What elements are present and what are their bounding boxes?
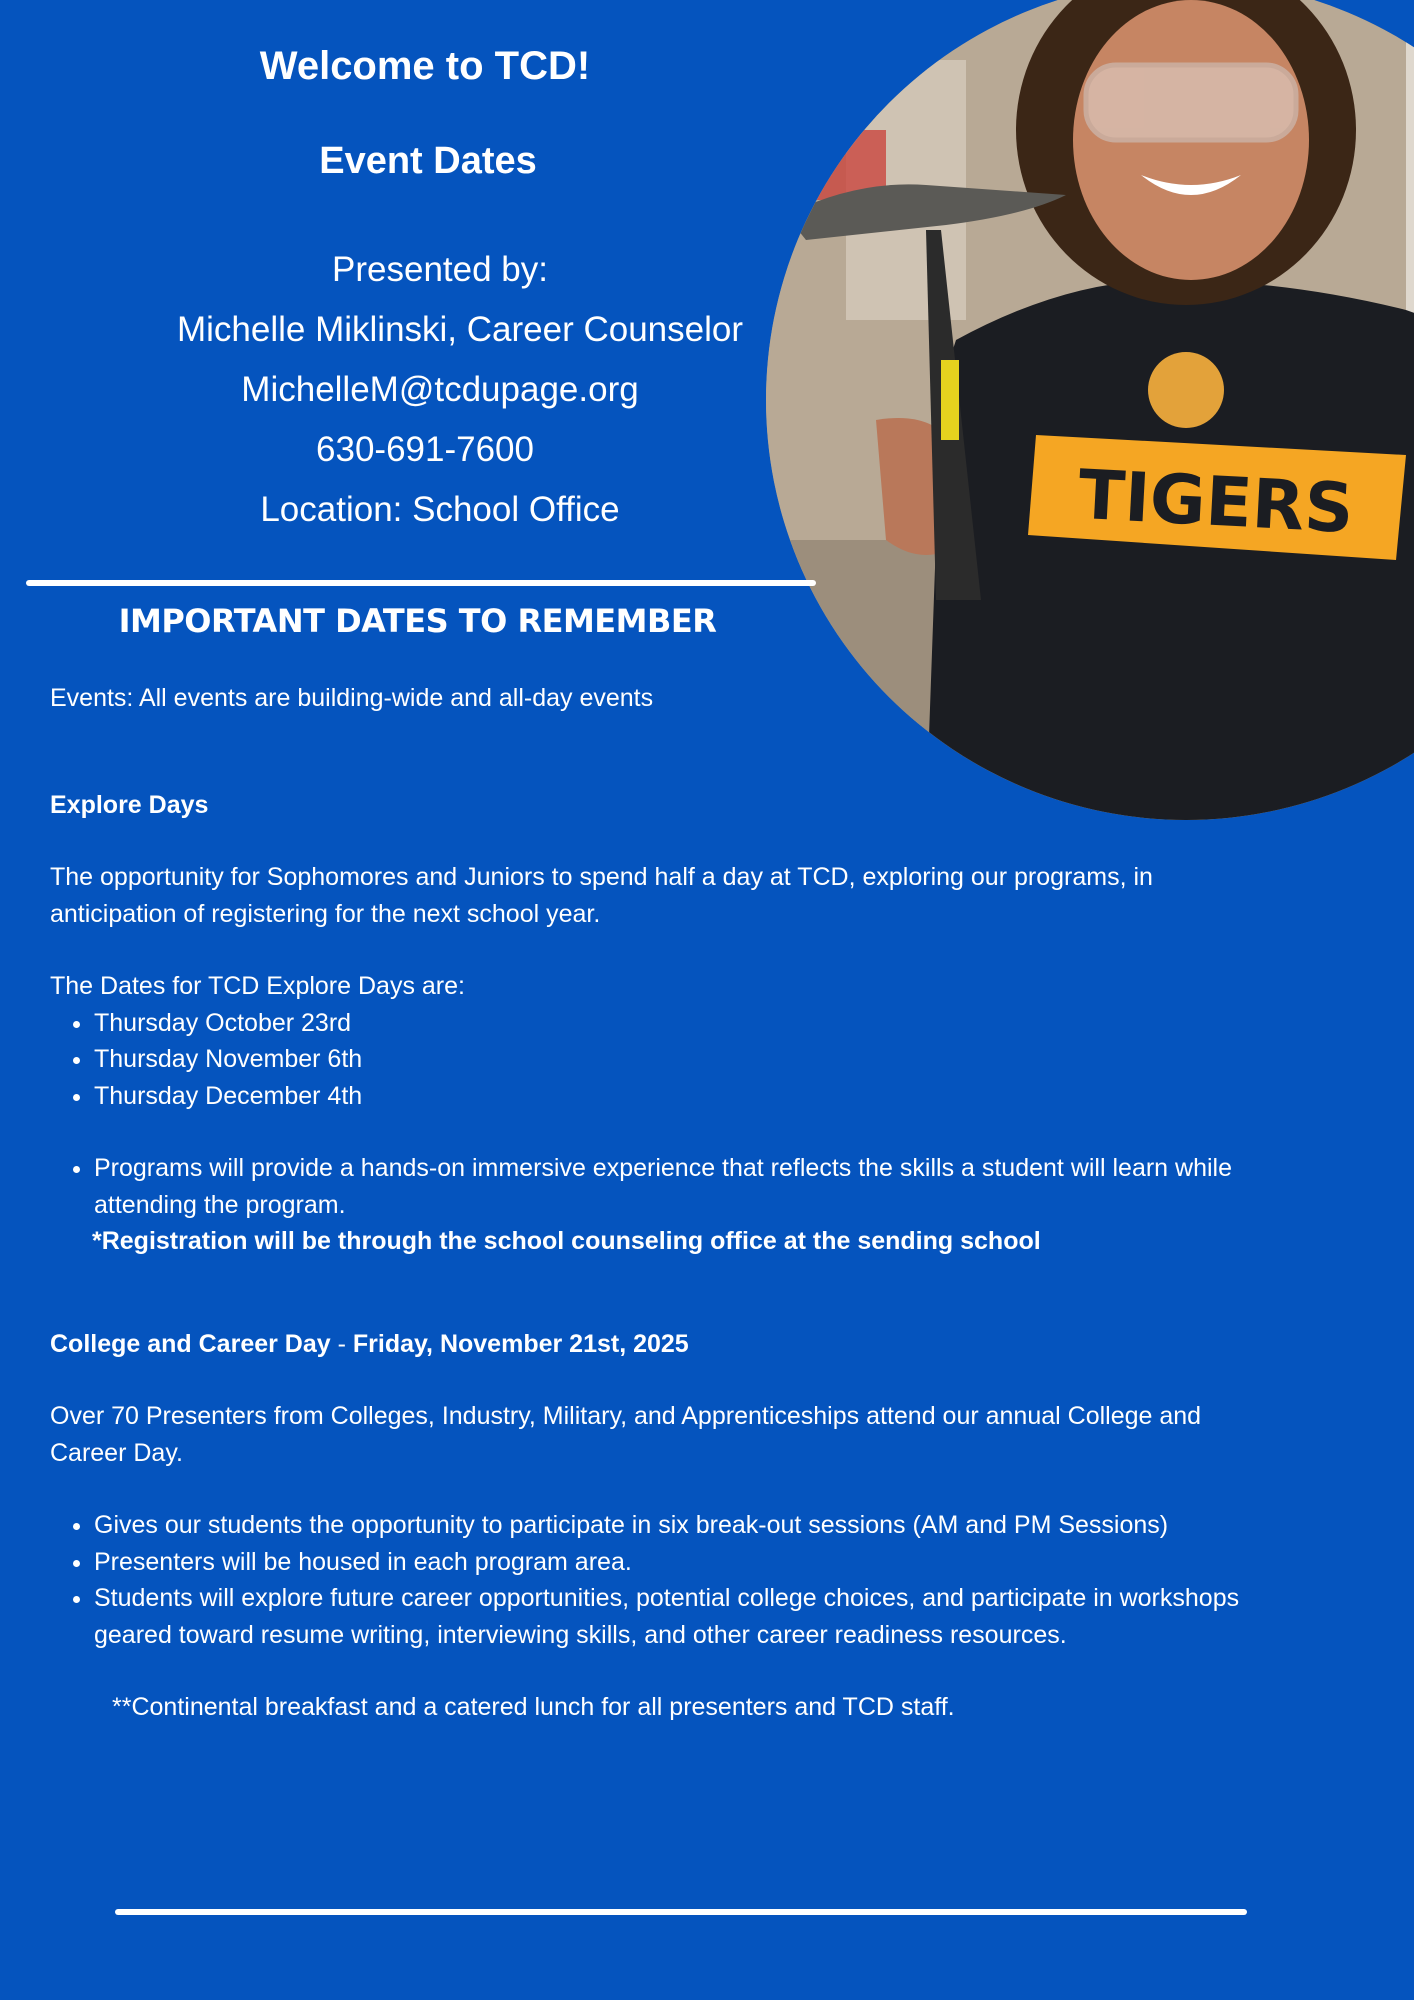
college-career-date: Friday, November 21st, 2025 bbox=[352, 1329, 689, 1358]
presenter-phone: 630-691-7600 bbox=[316, 430, 534, 469]
divider-top bbox=[26, 580, 816, 586]
college-career-title: College and Career Day bbox=[50, 1329, 331, 1358]
list-item: • Thursday October 23rd bbox=[94, 1005, 1280, 1042]
shirt-text: TIGERS bbox=[1076, 455, 1356, 550]
college-career-heading bbox=[50, 1326, 1280, 1363]
presented-by-label: Presented by: bbox=[332, 250, 548, 289]
college-career-separator: - bbox=[330, 1329, 353, 1358]
list-item: • Students will explore future career opportunities, potential college choices, and participate in workshops geared toward resume writing, interviewing skills, and other career readiness resources. bbox=[94, 1580, 1280, 1653]
list-item: • Presenters will be housed in each program area. bbox=[94, 1544, 1280, 1581]
location-text: Location: School Office bbox=[260, 490, 620, 529]
events-note: Events: All events are building-wide and all-day events bbox=[50, 684, 654, 712]
divider-bottom bbox=[115, 1909, 1247, 1915]
explore-days-description: The opportunity for Sophomores and Juniors to spend half a day at TCD, exploring our programs, in anticipation of registering for the next school year. bbox=[50, 863, 1153, 928]
program-note: • Programs will provide a hands-on immersive experience that reflects the skills a student will learn while attending the program. bbox=[94, 1150, 1280, 1223]
section-title: IMPORTANT DATES TO REMEMBER bbox=[118, 602, 717, 640]
welcome-heading: Welcome to TCD! bbox=[259, 44, 591, 88]
presenter-email: MichelleM@tcdupage.org bbox=[241, 370, 639, 409]
registration-note: *Registration will be through the school counseling office at the sending school bbox=[92, 1227, 1041, 1255]
list-item: • Thursday November 6th bbox=[94, 1041, 1280, 1078]
program-note-list bbox=[50, 1150, 1280, 1223]
explore-dates-list bbox=[50, 1005, 1280, 1115]
event-dates-heading: Event Dates bbox=[319, 140, 537, 182]
content-body bbox=[50, 680, 1280, 1726]
college-career-description: Over 70 Presenters from Colleges, Industry, Military, and Apprenticeships attend our annual College and Career Day. bbox=[50, 1402, 1202, 1467]
list-item: • Thursday December 4th bbox=[94, 1078, 1280, 1115]
catering-footnote: **Continental breakfast and a catered lunch for all presenters and TCD staff. bbox=[112, 1693, 955, 1721]
explore-dates-intro: The Dates for TCD Explore Days are: bbox=[50, 972, 465, 1000]
presenter-name: Michelle Miklinski, Career Counselor bbox=[176, 310, 743, 349]
contact-block bbox=[0, 245, 880, 545]
explore-days-title: Explore Days bbox=[50, 790, 209, 819]
college-career-bullets bbox=[50, 1507, 1280, 1653]
list-item: • Gives our students the opportunity to participate in six break-out sessions (AM and PM Sessions) bbox=[94, 1507, 1280, 1544]
